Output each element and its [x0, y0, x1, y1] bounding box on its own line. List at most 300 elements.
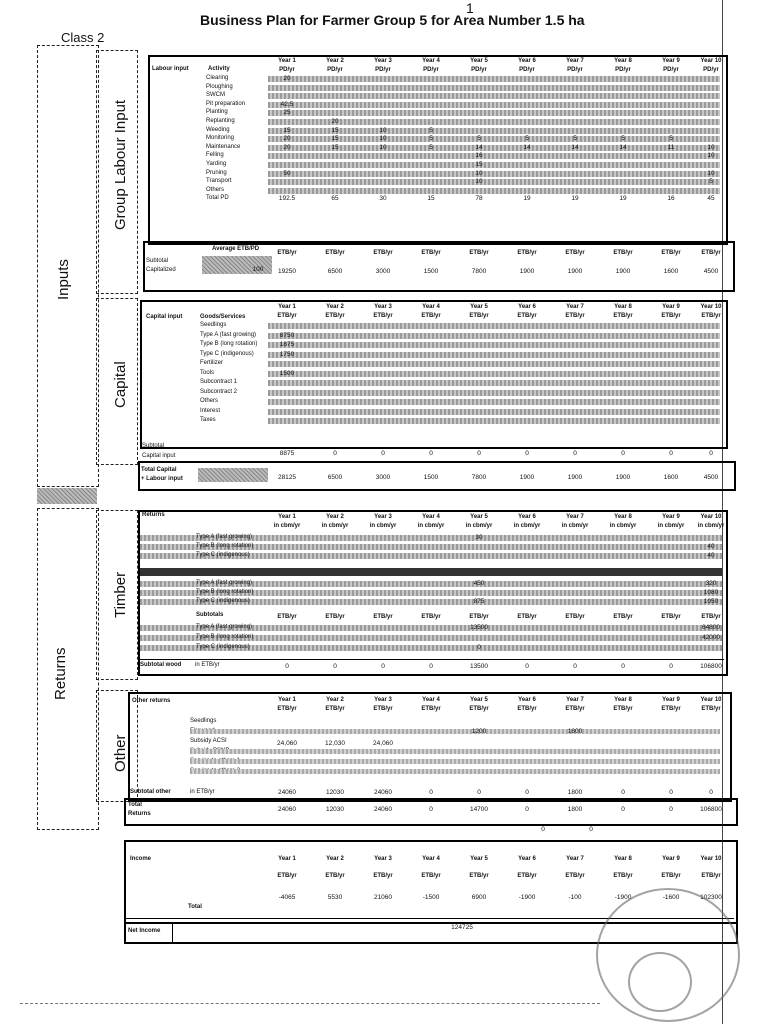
- income-total-label: Total: [188, 904, 202, 910]
- year-unit-2: ETB/yr: [325, 873, 345, 879]
- timber-etb-2: Type B (long rotation): [196, 634, 254, 640]
- capital-item-type-a-fast-growing-: Type A (fast growing): [200, 331, 257, 338]
- total-capital-label: Total Capital: [141, 467, 177, 473]
- year-header-10: Year 10: [700, 304, 722, 310]
- year-header-8: Year 8: [614, 697, 632, 703]
- activity-transport: Transport: [206, 178, 232, 185]
- net-income-divider: [172, 922, 173, 942]
- capital-subtotal-y7: 0: [573, 450, 577, 457]
- labour-transport-y10: 5: [709, 178, 713, 186]
- year-header-6: Year 6: [518, 514, 536, 520]
- avg-etb-label: Average ETB/PD: [212, 246, 260, 252]
- inputs-label: Inputs: [55, 259, 72, 300]
- labour-maintenance-y9: 11: [667, 143, 675, 151]
- capitalized-y5: 7800: [471, 268, 487, 275]
- labour-maintenance-y8: 14: [619, 143, 627, 151]
- year-unit-10: in cbm/yr: [697, 523, 725, 529]
- year-unit-6: ETB/yr: [517, 706, 537, 712]
- year-header-2: Year 2: [326, 514, 344, 520]
- year-header-3: Year 3: [374, 697, 392, 703]
- etb-unit-10: ETB/yr: [701, 250, 721, 256]
- subtotal-wood-y5: 13500: [469, 663, 489, 670]
- subtotal-label: Subtotal: [146, 258, 169, 264]
- subtotal-other-y10: 0: [709, 789, 713, 796]
- labour-monitoring-y3: 10: [379, 135, 387, 143]
- activity-replanting: Replanting: [206, 118, 235, 124]
- class-label: Class 2: [61, 30, 105, 45]
- timber-etb-1: Type A (fast growing): [196, 624, 253, 630]
- year-unit-5: ETB/yr: [469, 313, 489, 319]
- year-header-10: Year 10: [700, 58, 722, 64]
- etb-unit-8: ETB/yr: [613, 250, 633, 256]
- activity-others: Others: [206, 186, 225, 193]
- page-title: Business Plan for Farmer Group 5 for Area Number 1.5 ha: [200, 12, 585, 28]
- labour-maintenance-y1: 20: [283, 143, 291, 151]
- year-header-3: Year 3: [374, 514, 392, 520]
- total-returns-label2: Returns: [128, 811, 151, 817]
- timber-cbm-2-y10: 40: [707, 543, 715, 550]
- total-returns-y5: 14700: [469, 806, 489, 813]
- year-header-2: Year 2: [326, 304, 344, 310]
- year-unit-6: in cbm/yr: [513, 523, 541, 529]
- year-unit-3: ETB/yr: [373, 313, 393, 319]
- capital-row-shading: [268, 371, 720, 377]
- year-unit-1: PD/yr: [279, 67, 295, 73]
- capitalized-y10: 4500: [703, 268, 719, 275]
- subsidy-acsi-y3: 24,060: [373, 740, 393, 747]
- labour-total-y6: 19: [523, 195, 531, 203]
- subtotal-other-y8: 0: [621, 789, 625, 796]
- activity-row-shading: [268, 188, 720, 194]
- year-unit-5: ETB/yr: [469, 706, 489, 712]
- capital-total-y4: 1500: [423, 474, 439, 481]
- capital-row-shading: [268, 409, 720, 415]
- activity-felling: Felling: [206, 152, 224, 159]
- subsidy-acsi-y1: 24,060: [277, 740, 297, 747]
- year-header-4: Year 4: [422, 856, 440, 862]
- year-header-3: Year 3: [374, 304, 392, 310]
- etb-unit-1: ETB/yr: [277, 250, 297, 256]
- labour-weeding-y3: 10: [379, 126, 387, 134]
- year-header-7: Year 7: [566, 304, 584, 310]
- total-returns-y3: 24060: [373, 806, 393, 813]
- income-label: Income: [130, 856, 152, 862]
- etb-unit-6: ETB/yr: [517, 250, 537, 256]
- activity-col-header: Activity: [208, 66, 230, 72]
- timber-value-1-y10: 320: [705, 580, 717, 587]
- other-item-subsidy-acsi: Subsidy ACSI: [190, 738, 227, 744]
- activity-yarding: Yarding: [206, 161, 227, 167]
- activity-weeding: Weeding: [206, 126, 230, 133]
- subtotal-other-y1: 24060: [277, 789, 297, 796]
- capital-item-seedlings: Seedlings: [200, 322, 227, 328]
- labour-felling-y5: 16: [475, 152, 483, 160]
- timber-label: Timber: [112, 571, 129, 618]
- capital-row-shading: [268, 342, 720, 348]
- year-unit-3: in cbm/yr: [369, 523, 397, 529]
- year-header-5: Year 5: [470, 58, 488, 64]
- year-unit-9: ETB/yr: [661, 313, 681, 319]
- etb-unit-7: ETB/yr: [565, 250, 585, 256]
- subtotal-wood-y4: 0: [429, 663, 433, 670]
- timber-etb-unit-10: ETB/yr: [701, 614, 721, 620]
- subtotal-wood-y8: 0: [621, 663, 625, 670]
- capital-value-typeA: 8750: [279, 331, 295, 339]
- avg-etb-value: 100: [252, 266, 264, 273]
- income-total-y8: -1900: [614, 894, 632, 901]
- year-header-2: Year 2: [326, 856, 344, 862]
- labour-weeding-y2: 15: [331, 126, 339, 134]
- timber-etb-unit-9: ETB/yr: [661, 614, 681, 620]
- year-header-10: Year 10: [700, 697, 722, 703]
- year-unit-5: PD/yr: [471, 67, 487, 73]
- capital-item-tools: Tools: [200, 369, 215, 376]
- timber-value-3-y5: 875: [473, 598, 485, 605]
- capital-value-typeC: 1750: [279, 350, 295, 358]
- total-returns-y9: 0: [669, 806, 673, 813]
- total-capital-label2: + Labour input: [141, 476, 183, 482]
- income-total-y3: 21060: [373, 894, 393, 901]
- year-unit-6: ETB/yr: [517, 313, 537, 319]
- capital-total-y2: 6500: [327, 474, 343, 481]
- timber-subtotals-label: Subtotals: [196, 612, 224, 618]
- year-unit-2: ETB/yr: [325, 313, 345, 319]
- subtotal-other-y5: 0: [477, 789, 481, 796]
- timber-etb-unit-7: ETB/yr: [565, 614, 585, 620]
- year-unit-2: ETB/yr: [325, 706, 345, 712]
- capitalized-y1: 19250: [277, 268, 297, 275]
- etb-unit-4: ETB/yr: [421, 250, 441, 256]
- subsidy-acsi-y2: 12,030: [325, 740, 345, 747]
- capital-row-shading: [268, 418, 720, 424]
- year-header-6: Year 6: [518, 304, 536, 310]
- labour-maintenance-y5: 14: [475, 143, 483, 151]
- capital-item-taxes: Taxes: [200, 417, 216, 423]
- labour-felling-y10: 10: [707, 152, 715, 160]
- subtotal-wood-unit: in ETB/yr: [195, 662, 220, 668]
- year-header-1: Year 1: [278, 697, 296, 703]
- capitalized-y4: 1500: [423, 268, 439, 275]
- timber-cbm-2: Type B (long rotation): [196, 543, 254, 549]
- year-unit-6: ETB/yr: [517, 873, 537, 879]
- subtotal-other-y3: 24060: [373, 789, 393, 796]
- labour-total-y3: 30: [379, 195, 387, 203]
- year-unit-2: in cbm/yr: [321, 523, 349, 529]
- year-header-6: Year 6: [518, 697, 536, 703]
- timber-etb-unit-8: ETB/yr: [613, 614, 633, 620]
- subtotal-wood-y7: 0: [573, 663, 577, 670]
- capital-subtotal-label2: Capital input: [142, 453, 176, 459]
- returns-label: Returns: [52, 647, 69, 700]
- subtotal-wood-y1: 0: [285, 663, 289, 670]
- capital-item-type-c-indigenous-: Type C (indigenous): [200, 350, 254, 357]
- returns-col-header: Returns: [142, 512, 165, 518]
- total-returns-y7: 1800: [567, 806, 583, 813]
- labour-monitoring-y7: 5: [573, 135, 577, 143]
- capital-total-y6: 1900: [519, 474, 535, 481]
- timber-etb-3: Type C (indigenous): [196, 644, 250, 650]
- capital-row-shading: [268, 352, 720, 358]
- year-unit-10: ETB/yr: [701, 313, 721, 319]
- year-unit-4: PD/yr: [423, 67, 439, 73]
- labour-pruning-y5: 10: [475, 169, 483, 177]
- timber-etb-unit-3: ETB/yr: [373, 614, 393, 620]
- year-unit-1: ETB/yr: [277, 873, 297, 879]
- activity-clearing: Clearing: [206, 75, 229, 81]
- year-unit-7: in cbm/yr: [561, 523, 589, 529]
- income-total-y9: -1600: [662, 894, 680, 901]
- labour-clearing-y1: 20: [283, 75, 291, 82]
- year-header-7: Year 7: [566, 697, 584, 703]
- subtotal-other-label: Subtotal other: [130, 789, 171, 795]
- year-header-4: Year 4: [422, 697, 440, 703]
- capital-subtotal-y3: 0: [381, 450, 385, 457]
- subtotal-other-y9: 0: [669, 789, 673, 796]
- year-header-9: Year 9: [662, 514, 680, 520]
- activity-pruning: Pruning: [206, 169, 227, 176]
- capitalized-y2: 6500: [327, 268, 343, 275]
- capital-row-shading: [268, 390, 720, 396]
- year-header-3: Year 3: [374, 856, 392, 862]
- year-unit-5: ETB/yr: [469, 873, 489, 879]
- capital-row-shading: [268, 323, 720, 329]
- capitalized-label: Capitalized: [146, 267, 176, 273]
- labour-replanting-y2: 20: [331, 118, 339, 125]
- capital-total-y1: 28125: [277, 474, 297, 481]
- firewood-y5: 1200: [471, 728, 487, 735]
- year-unit-10: ETB/yr: [701, 706, 721, 712]
- total-returns-y10: 106800: [700, 806, 722, 813]
- labour-yarding-y5: 15: [475, 161, 483, 168]
- timber-value-2: Type B (long rotation): [196, 589, 254, 595]
- capital-row-shading: [268, 399, 720, 405]
- year-unit-8: in cbm/yr: [609, 523, 637, 529]
- labour-monitoring-y9: 5: [669, 135, 673, 143]
- subtotal-other-y6: 0: [525, 789, 529, 796]
- year-unit-4: in cbm/yr: [417, 523, 445, 529]
- subtotal-wood-y10: 106800: [700, 663, 722, 670]
- year-header-6: Year 6: [518, 58, 536, 64]
- year-header-9: Year 9: [662, 697, 680, 703]
- etb-unit-2: ETB/yr: [325, 250, 345, 256]
- labour-total-y8: 19: [619, 195, 627, 203]
- year-unit-8: ETB/yr: [613, 873, 633, 879]
- timber-etb-unit-2: ETB/yr: [325, 614, 345, 620]
- total-returns-y2: 12030: [325, 806, 345, 813]
- subtotal-wood-label: Subtotal wood: [140, 662, 182, 668]
- labour-maintenance-y3: 10: [379, 143, 387, 151]
- subtotal-wood-y2: 0: [333, 663, 337, 670]
- year-header-5: Year 5: [470, 697, 488, 703]
- capital-item-subcontract-2: Subcontract 2: [200, 388, 238, 395]
- year-unit-9: ETB/yr: [661, 873, 681, 879]
- year-unit-1: ETB/yr: [277, 706, 297, 712]
- year-unit-10: ETB/yr: [701, 873, 721, 879]
- labour-pit-y1: 42.5: [280, 100, 294, 108]
- total-returns-y4: 0: [429, 806, 433, 813]
- bottom-dash-line: [20, 1003, 600, 1004]
- labour-total-y2: 65: [331, 195, 339, 203]
- year-header-1: Year 1: [278, 58, 296, 64]
- activity-row-shading: [268, 93, 720, 99]
- capital-total-y10: 4500: [703, 474, 719, 481]
- year-unit-5: in cbm/yr: [465, 523, 493, 529]
- timber-etb-2-y10: 42000: [701, 634, 721, 641]
- capital-item-type-b-long-rotation-: Type B (long rotation): [200, 341, 258, 347]
- year-header-8: Year 8: [614, 58, 632, 64]
- year-unit-7: PD/yr: [567, 67, 583, 73]
- year-header-10: Year 10: [700, 856, 722, 862]
- activity-maintenance: Maintenance: [206, 143, 241, 150]
- capitalized-y3: 3000: [375, 268, 391, 275]
- capital-row-shading: [268, 380, 720, 386]
- labour-pruning-y10: 10: [707, 169, 715, 177]
- labour-maintenance-y10: 10: [707, 143, 715, 151]
- page-number-mark: 1: [466, 0, 474, 16]
- subtotal-wood-y3: 0: [381, 663, 385, 670]
- labour-maintenance-y6: 14: [523, 143, 531, 151]
- labour-maintenance-y7: 14: [571, 143, 579, 151]
- year-unit-9: in cbm/yr: [657, 523, 685, 529]
- etb-unit-5: ETB/yr: [469, 250, 489, 256]
- other-returns-header: Other returns: [132, 698, 171, 704]
- capital-subtotal-y4: 0: [429, 450, 433, 457]
- subtotal-other-unit: in ETB/yr: [190, 789, 215, 795]
- capital-subtotal-y10: 0: [709, 450, 713, 457]
- timber-cbm-3-y10: 40: [707, 552, 715, 559]
- capital-subtotal-y8: 0: [621, 450, 625, 457]
- subtotal-other-y4: 0: [429, 789, 433, 796]
- labour-weeding-y1: 15: [283, 126, 291, 134]
- subtotal-other-y7: 1800: [567, 789, 583, 796]
- labour-total-y7: 19: [571, 195, 579, 203]
- capital-item-others: Others: [200, 398, 219, 404]
- capital-col-header: Capital input: [146, 314, 183, 320]
- capital-subtotal-y5: 0: [477, 450, 481, 457]
- capital-subtotal-y1: 8875: [279, 450, 295, 457]
- year-unit-1: ETB/yr: [277, 313, 297, 319]
- year-unit-10: PD/yr: [703, 67, 719, 73]
- capitalized-y7: 1900: [567, 268, 583, 275]
- income-total-y6: -1900: [518, 894, 536, 901]
- other-item-seedlings: Seedlings: [190, 718, 217, 724]
- income-total-y10: 102300: [700, 894, 722, 901]
- year-header-4: Year 4: [422, 304, 440, 310]
- activity-planting: Planting: [206, 109, 228, 116]
- year-header-1: Year 1: [278, 304, 296, 310]
- capitalized-y6: 1900: [519, 268, 535, 275]
- activity-row-shading: [268, 85, 720, 91]
- year-header-9: Year 9: [662, 304, 680, 310]
- year-header-8: Year 8: [614, 856, 632, 862]
- year-header-3: Year 3: [374, 58, 392, 64]
- other-row-shading: [190, 769, 720, 774]
- year-header-7: Year 7: [566, 856, 584, 862]
- capital-item-subcontract-1: Subcontract 1: [200, 379, 238, 385]
- income-total-y1: -4065: [278, 894, 296, 901]
- capital-subtotal-y6: 0: [525, 450, 529, 457]
- year-header-2: Year 2: [326, 697, 344, 703]
- year-unit-7: ETB/yr: [565, 706, 585, 712]
- capital-total-y3: 3000: [375, 474, 391, 481]
- labour-monitoring-y8: 5: [621, 135, 625, 143]
- capital-subtotal-y9: 0: [669, 450, 673, 457]
- year-header-2: Year 2: [326, 58, 344, 64]
- labour-planting-y1: 25: [283, 109, 291, 117]
- activity-ploughing: Ploughing: [206, 83, 233, 90]
- timber-etb-1-y10: 64800: [701, 624, 721, 631]
- income-total-y2: 5530: [327, 894, 343, 901]
- net-income-value: 124725: [451, 924, 473, 931]
- goods-col-header: Goods/Services: [200, 314, 246, 320]
- capital-subtotal-label: Subtotal: [142, 443, 165, 449]
- labour-total-y4: 15: [427, 195, 435, 203]
- year-header-1: Year 1: [278, 856, 296, 862]
- activity-swcm: SWCM: [206, 92, 225, 99]
- group-labour-label: Group Labour Input: [112, 99, 129, 230]
- timber-cbm-1: Type A (fast growing): [196, 534, 253, 540]
- net-income-label: Net Income: [128, 928, 161, 934]
- year-unit-8: ETB/yr: [613, 313, 633, 319]
- activity-row-shading: [268, 102, 720, 108]
- year-unit-9: PD/yr: [663, 67, 679, 73]
- total-returns-y8: 0: [621, 806, 625, 813]
- timber-subtotal-line: [138, 659, 724, 660]
- year-unit-1: in cbm/yr: [273, 523, 301, 529]
- etb-unit-3: ETB/yr: [373, 250, 393, 256]
- other-row-shading: [190, 749, 720, 754]
- total-returns-label: Total: [128, 802, 142, 808]
- firewood-y7: 1800: [567, 728, 583, 735]
- capital-row-shading: [268, 361, 720, 367]
- official-stamp-inner-ring: [628, 952, 692, 1012]
- year-unit-7: ETB/yr: [565, 873, 585, 879]
- labour-maintenance-y2: 15: [331, 143, 339, 151]
- year-unit-4: ETB/yr: [421, 313, 441, 319]
- year-header-8: Year 8: [614, 514, 632, 520]
- year-header-9: Year 9: [662, 58, 680, 64]
- timber-etb-unit-1: ETB/yr: [277, 614, 297, 620]
- income-total-y4: -1500: [422, 894, 440, 901]
- capital-total-y9: 1600: [663, 474, 679, 481]
- year-header-6: Year 6: [518, 856, 536, 862]
- labour-total-y1: 192.5: [278, 195, 296, 203]
- capitalized-y8: 1900: [615, 268, 631, 275]
- timber-value-2-y10: 1080: [703, 589, 719, 596]
- labour-monitoring-y2: 15: [331, 135, 339, 143]
- year-unit-3: ETB/yr: [373, 706, 393, 712]
- year-unit-2: PD/yr: [327, 67, 343, 73]
- capital-item-interest: Interest: [200, 407, 221, 414]
- income-total-y5: 6900: [471, 894, 487, 901]
- labour-total-y10: 45: [707, 195, 715, 203]
- timber-value-3: Type C (indigenous): [196, 598, 250, 604]
- year-header-9: Year 9: [662, 856, 680, 862]
- capital-value-tools: 1500: [279, 369, 295, 377]
- labour-weeding-y4: 5: [429, 126, 433, 134]
- activity-row-shading: [268, 110, 720, 116]
- capital-item-fertilizer: Fertilizer: [200, 360, 224, 366]
- year-unit-4: ETB/yr: [421, 706, 441, 712]
- year-unit-6: PD/yr: [519, 67, 535, 73]
- activity-row-shading: [268, 76, 720, 82]
- timber-value-1-y5: 450: [473, 580, 485, 587]
- year-header-10: Year 10: [700, 514, 722, 520]
- year-unit-8: ETB/yr: [613, 706, 633, 712]
- year-unit-7: ETB/yr: [565, 313, 585, 319]
- labour-monitoring-y1: 20: [283, 135, 291, 143]
- other-row-shading: [190, 729, 720, 734]
